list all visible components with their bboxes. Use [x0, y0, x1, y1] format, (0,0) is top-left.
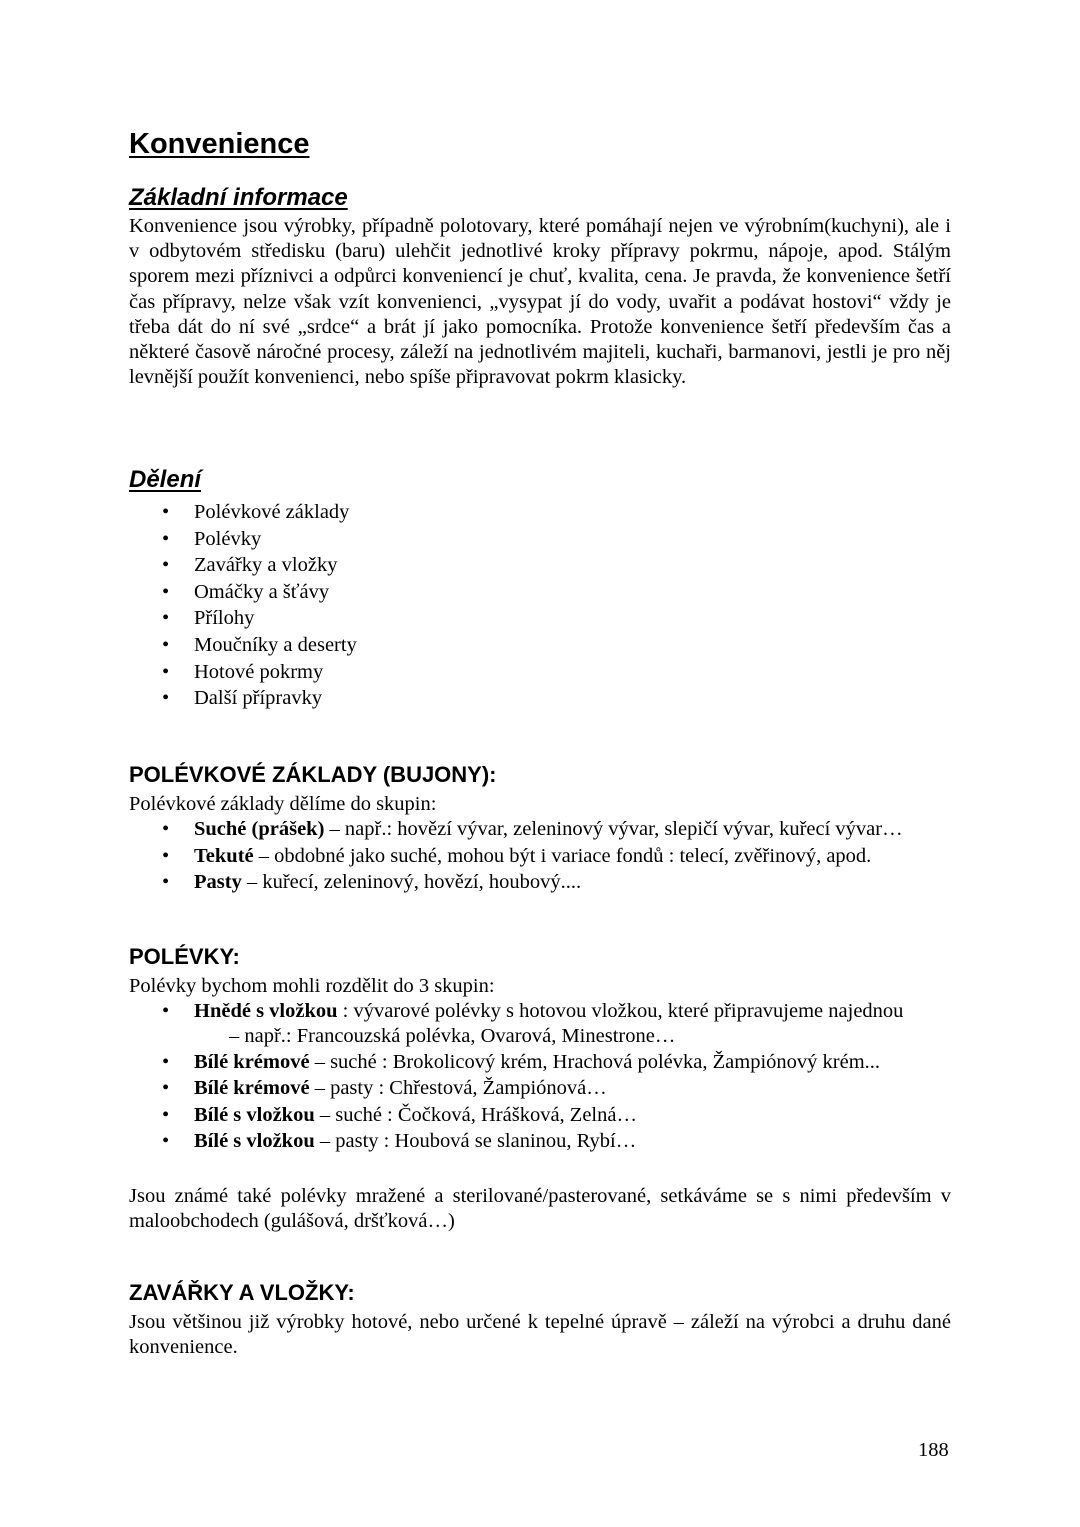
list-item-text: : vývarové polévky s hotovou vložkou, které připravujeme najednou: [337, 1000, 904, 1023]
section-soups: [129, 944, 951, 1156]
bullet-icon: •: [162, 871, 170, 894]
page-number: 188: [918, 1439, 949, 1461]
list-item-continuation: – např.: Francouzská polévka, Ovarová, Minestrone…: [229, 1025, 676, 1048]
list-item-text: – pasty : Houbová se slaninou, Rybí…: [314, 1130, 637, 1153]
vlozky-paragraph: Jsou většinou již výrobky hotové, nebo určené k tepelné úpravě – záleží na výrobci a druhu dané konvenience.: [129, 1311, 951, 1359]
list-item-text: – suché : Čočková, Hrášková, Zelná…: [314, 1103, 637, 1126]
list-item: [129, 660, 951, 687]
bases-list: [129, 817, 951, 897]
list-item: [129, 999, 951, 1049]
soups-note: Jsou známé také polévky mražené a sterilované/pasterované, setkáváme se s nimi především v maloobchodech (gulášová, dršťková…): [129, 1185, 951, 1233]
list-item-term: Bílé krémové: [194, 1077, 310, 1100]
bullet-icon: •: [162, 1050, 170, 1073]
list-item: [129, 844, 951, 871]
list-item-label: Hotové pokrmy: [194, 660, 324, 683]
list-item-label: Přílohy: [194, 607, 255, 630]
list-item: [129, 817, 951, 844]
bullet-icon: •: [162, 818, 170, 841]
section-heading-soups: POLÉVKY:: [129, 944, 240, 969]
list-item-term: Bílé s vložkou: [194, 1130, 315, 1153]
list-item: [129, 633, 951, 660]
bullet-icon: •: [162, 1000, 170, 1023]
list-item-term: Suché (prášek): [194, 818, 325, 841]
list-item-term: Hnědé s vložkou: [194, 1000, 338, 1023]
list-item-label: Polévky: [194, 527, 262, 550]
bullet-icon: •: [162, 580, 170, 603]
section-vlozky: [129, 1280, 951, 1360]
bullet-icon: •: [162, 660, 170, 683]
bullet-icon: •: [162, 607, 170, 630]
list-item: [129, 686, 951, 713]
section-soup-bases: [129, 762, 951, 897]
list-item-term: Bílé krémové: [194, 1050, 310, 1073]
list-item-text: – kuřecí, zeleninový, hovězí, houbový....: [241, 871, 582, 894]
bullet-icon: •: [162, 527, 170, 550]
list-item-text: – suché : Brokolicový krém, Hrachová polévka, Žampiónový krém...: [309, 1050, 881, 1073]
bullet-icon: •: [162, 501, 170, 523]
list-item-text: – obdobné jako suché, mohou být i variace fondů : telecí, zvěřinový, apod.: [253, 844, 872, 867]
list-item-label: Zavářky a vložky: [194, 554, 338, 577]
list-item: [129, 1129, 951, 1156]
bullet-icon: •: [162, 844, 170, 867]
list-item-label: Další přípravky: [194, 687, 323, 710]
list-item-term: Tekuté: [194, 844, 254, 867]
bullet-icon: •: [162, 554, 170, 577]
list-item: [129, 606, 951, 633]
list-item-term: Bílé s vložkou: [194, 1103, 315, 1126]
bullet-icon: •: [162, 1077, 170, 1100]
soups-note-block: [129, 1184, 951, 1234]
list-item: [129, 500, 951, 527]
bullet-icon: •: [162, 1130, 170, 1153]
section-heading-vlozky: ZAVÁŘKY A VLOŽKY:: [129, 1280, 355, 1305]
list-item: [129, 1050, 951, 1077]
bullet-icon: •: [162, 687, 170, 710]
division-list: [129, 500, 951, 713]
list-item-label: Polévkové základy: [194, 501, 350, 523]
soups-list: [129, 999, 951, 1156]
list-item: [129, 527, 951, 554]
section-heading-division: Dělení: [129, 466, 202, 493]
list-item: [129, 553, 951, 580]
soups-intro: Polévky bychom mohli rozdělit do 3 skupin:: [129, 975, 495, 997]
page-title: Konvenience: [129, 128, 310, 160]
list-item-label: Moučníky a deserty: [194, 633, 357, 656]
section-division: [129, 466, 951, 713]
section-basic-info: [129, 184, 951, 390]
section-heading-bases: POLÉVKOVÉ ZÁKLADY (BUJONY):: [129, 762, 497, 787]
bases-intro: Polévkové základy dělíme do skupin:: [129, 793, 437, 815]
list-item-term: Pasty: [194, 871, 242, 894]
list-item: [129, 580, 951, 607]
list-item-label: Omáčky a šťávy: [194, 580, 330, 603]
list-item-text: – pasty : Chřestová, Žampiónová…: [309, 1077, 607, 1100]
basic-paragraph: Konvenience jsou výrobky, případně polotovary, které pomáhají nejen ve výrobním(kuchyni), ale i v odbytovém středisku (baru) ulehčit jednotlivé kroky přípravy pokrmu, nápoje, apod. Stálým sporem mezi příznivci a odpůrci konveniencí je chuť, kvalita, cena. Je pravda, že konvenience šetří čas přípravy, nelze však vzít konvenienci, „vysypat jí do vody, uvařit a podávat hostovi“ vždy je třeba dát do ní své „srdce“ a brát jí jako pomocníka. Protože konvenience šetří především čas a některé časově náročné procesy, záleží na jednotlivém majiteli, kuchaři, barmanovi, jestli je pro něj levnější použít konvenienci, nebo spíše připravovat pokrm klasicky.: [129, 215, 951, 389]
list-item-text: – např.: hovězí vývar, zeleninový vývar, slepičí vývar, kuřecí vývar…: [324, 818, 903, 841]
bullet-icon: •: [162, 1103, 170, 1126]
bullet-icon: •: [162, 633, 170, 656]
list-item: [129, 1103, 951, 1130]
list-item: [129, 1076, 951, 1103]
section-heading-basic: Základní informace: [129, 184, 348, 211]
list-item: [129, 870, 951, 897]
